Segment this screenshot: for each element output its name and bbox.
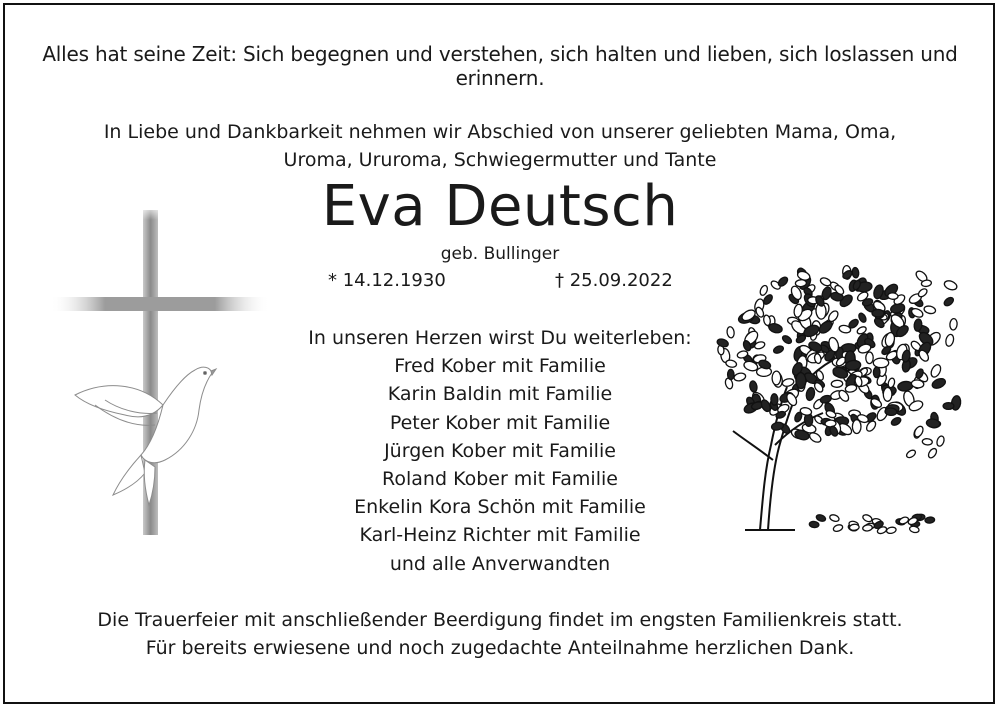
- intro-line-1: In Liebe und Dankbarkeit nehmen wir Abschied von unserer geliebten Mama, Oma,: [103, 121, 897, 143]
- windblown-tree-icon: [705, 255, 970, 555]
- closing-line-2: Für bereits erwiesene und noch zugedachte Anteilnahme herzlichen Dank.: [145, 637, 855, 659]
- intro-text: [0, 118, 1000, 174]
- maiden-name: geb. Bullinger: [440, 244, 560, 264]
- mourner-line: Karin Baldin mit Familie: [387, 383, 613, 406]
- mourner-line: Fred Kober mit Familie: [394, 355, 606, 378]
- closing-line-1: Die Trauerfeier mit anschließender Beerdigung findet im engsten Familienkreis statt.: [97, 609, 903, 631]
- death-date: † 25.09.2022: [555, 270, 673, 291]
- mourner-line: Peter Kober mit Familie: [389, 411, 611, 434]
- mourner-line: und alle Anverwandten: [389, 552, 611, 575]
- closing-text: [0, 606, 1000, 662]
- mourner-line: Roland Kober mit Familie: [382, 468, 618, 491]
- intro-line-2: Uroma, Ururoma, Schwiegermutter und Tante: [283, 149, 717, 171]
- mourner-line: Karl-Heinz Richter mit Familie: [359, 524, 641, 547]
- mourners-heading: In unseren Herzen wirst Du weiterleben:: [308, 327, 692, 349]
- mourner-line: Enkelin Kora Schön mit Familie: [354, 496, 646, 519]
- mourner-line: Jürgen Kober mit Familie: [384, 439, 616, 462]
- deceased-name: Eva Deutsch: [321, 174, 679, 239]
- birth-date: * 14.12.1930: [328, 270, 446, 291]
- motto: Alles hat seine Zeit: Sich begegnen und verstehen, sich halten und lieben, sich loslassen und erinnern.: [42, 42, 958, 90]
